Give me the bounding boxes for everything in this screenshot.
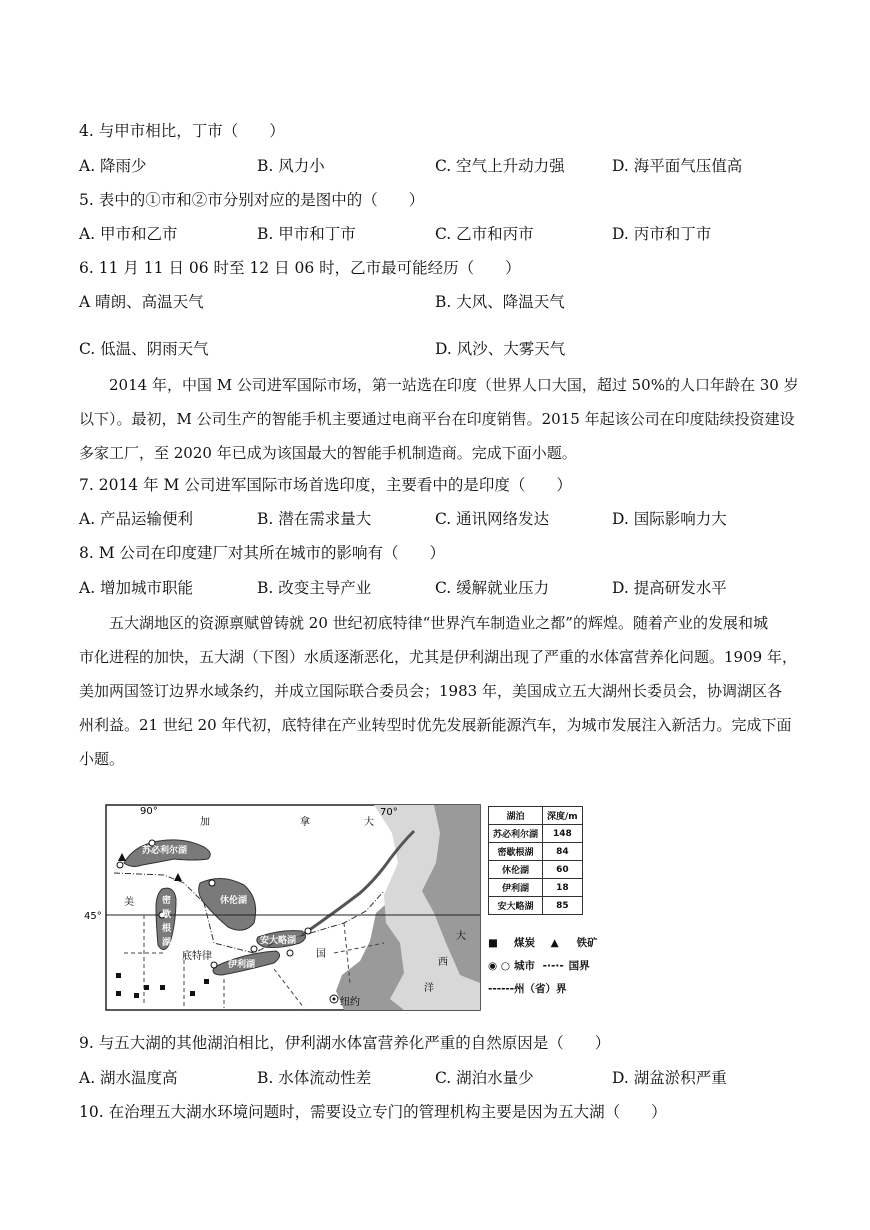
q6-option-a: A 晴朗、高温天气: [79, 293, 204, 311]
great-lakes-map: [84, 803, 484, 1013]
depth-table-lake: 伊利湖: [489, 879, 543, 897]
q9-stem: 9. 与五大湖的其他湖泊相比，伊利湖水体富营养化严重的自然原因是（ ）: [79, 1034, 611, 1052]
passage-great-lakes: [79, 606, 799, 776]
q6-option-c: C. 低温、阴雨天气: [79, 340, 209, 358]
legend-row-city-border: [488, 958, 598, 981]
passage-lakes-line-1: 五大湖地区的资源禀赋曾铸就 20 世纪初底特律“世界汽车制造业之都”的辉煌。随着产业的发展和城: [109, 614, 768, 632]
coal-mark-5: [190, 991, 195, 996]
coal-mark-6: [204, 979, 209, 984]
map-label-detroit: 底特律: [182, 951, 212, 962]
map-label-newyork: 纽约: [340, 997, 360, 1008]
q5-option-a: A. 甲市和乙市: [79, 225, 178, 243]
passage-india: [79, 368, 799, 470]
depth-table-value: 148: [543, 825, 583, 843]
coal-icon: ■: [488, 937, 498, 949]
lake-depth-table: [488, 806, 583, 915]
passage-india-line-2: 以下）。最初，M 公司生产的智能手机主要通过电商平台在印度销售。2015 年起该公司在印度陆续投资建设: [79, 410, 795, 428]
map-label-michigan-2: 歇: [162, 910, 172, 920]
depth-table-value: 84: [543, 843, 583, 861]
depth-table-lake: 安大略湖: [489, 897, 543, 915]
q8-option-d: D. 提高研发水平: [612, 579, 727, 597]
passage-lakes-line-2: 市化进程的加快，五大湖（下图）水质逐渐恶化，尤其是伊利湖出现了严重的水体富营养化问题。1909 年，: [79, 648, 797, 666]
depth-table-header: [489, 807, 583, 825]
q7-option-b: B. 潜在需求量大: [257, 510, 372, 528]
map-lon-90: 90°: [140, 806, 158, 817]
q8-option-a: A. 增加城市职能: [79, 579, 194, 597]
city-mark-8: [305, 928, 311, 934]
map-legend: [488, 935, 598, 1004]
map-label-na: 拿: [300, 817, 310, 828]
map-label-da: 大: [364, 817, 374, 828]
table-row: [489, 897, 583, 915]
coal-mark-3: [144, 985, 149, 990]
legend-state-label: 州（省）界: [514, 983, 567, 995]
depth-table-value: 18: [543, 879, 583, 897]
city-mark-4: [209, 880, 215, 886]
legend-row-resources: [488, 935, 598, 958]
map-label-mei: 美: [124, 897, 134, 908]
depth-table-value: 85: [543, 897, 583, 915]
q5-option-b: B. 甲市和丁市: [257, 225, 356, 243]
depth-table-lake: 休伦湖: [489, 861, 543, 879]
map-lat-45: 45°: [84, 911, 102, 922]
city-icon: ◉ ○: [488, 960, 510, 972]
q5-stem: 5. 表中的①市和②市分别对应的是图中的（ ）: [79, 191, 425, 209]
table-row: [489, 843, 583, 861]
depth-table-header-depth: 深度/m: [543, 807, 583, 825]
map-label-superior: 苏必利尔湖: [142, 846, 188, 856]
table-row: [489, 825, 583, 843]
coal-mark-7: [134, 993, 139, 998]
city-mark-7: [287, 950, 293, 956]
q9-option-d: D. 湖盆淤积严重: [612, 1069, 727, 1087]
map-label-michigan-1: 密: [162, 896, 172, 906]
map-label-michigan-4: 湖: [162, 938, 172, 948]
city-mark-6: [251, 946, 257, 952]
coal-mark-4: [160, 985, 165, 990]
city-mark-1: [117, 862, 123, 868]
state-border-icon: ------: [488, 983, 515, 995]
depth-table-value: 60: [543, 861, 583, 879]
q6-stem: 6. 11 月 11 日 06 时至 12 日 06 时，乙市最可能经历（ ）: [79, 259, 521, 277]
map-label-atlantic-1: 大: [456, 931, 466, 942]
q8-option-b: B. 改变主导产业: [257, 579, 372, 597]
great-lakes-figure: [84, 803, 609, 1013]
map-label-erie: 伊利湖: [228, 960, 256, 970]
q7-stem: 7. 2014 年 M 公司进军国际市场首选印度，主要看中的是印度（ ）: [79, 476, 572, 494]
q5-option-d: D. 丙市和丁市: [612, 225, 712, 243]
map-label-michigan-3: 根: [162, 924, 172, 934]
depth-table-lake: 密歇根湖: [489, 843, 543, 861]
q5-option-c: C. 乙市和丙市: [435, 225, 534, 243]
map-label-ontario: 安大略湖: [260, 936, 297, 946]
q6-option-d: D. 风沙、大雾天气: [435, 340, 566, 358]
coal-mark-1: [116, 973, 121, 978]
q10-stem: 10. 在治理五大湖水环境问题时，需要设立专门的管理机构主要是因为五大湖（ ）: [79, 1103, 667, 1121]
q6-option-b: B. 大风、降温天气: [435, 293, 565, 311]
q8-option-c: C. 缓解就业压力: [435, 579, 550, 597]
city-mark-5: [211, 962, 217, 968]
passage-lakes-line-5: 小题。: [79, 750, 125, 768]
q9-option-a: A. 湖水温度高: [79, 1069, 178, 1087]
q7-option-a: A. 产品运输便利: [79, 510, 194, 528]
q9-option-c: C. 湖泊水量少: [435, 1069, 534, 1087]
q4-option-a: A. 降雨少: [79, 157, 147, 175]
passage-india-line-3: 多家工厂，至 2020 年已成为该国最大的智能手机制造商。完成下面小题。: [79, 444, 577, 462]
passage-lakes-line-4: 州利益。21 世纪 20 年代初，底特律在产业转型时优先发展新能源汽车，为城市发展注入新活力。完成下面: [79, 716, 792, 734]
map-label-atlantic-2: 西: [438, 957, 448, 968]
legend-iron-label: 铁矿: [576, 937, 598, 949]
q4-stem: 4. 与甲市相比，丁市（ ）: [79, 122, 285, 140]
q4-option-c: C. 空气上升动力强: [435, 157, 565, 175]
border-icon: -·-·-: [542, 960, 564, 972]
iron-icon: ▲: [550, 937, 559, 949]
legend-coal-label: 煤炭: [514, 937, 535, 949]
q7-option-c: C. 通讯网络发达: [435, 510, 550, 528]
depth-table-header-lake: 湖泊: [489, 807, 543, 825]
map-label-guo: 国: [316, 949, 326, 960]
q4-option-d: D. 海平面气压值高: [612, 157, 743, 175]
city-newyork-dot: [333, 998, 336, 1001]
table-row: [489, 861, 583, 879]
passage-lakes-line-3: 美加两国签订边界水域条约，并成立国际联合委员会；1983 年，美国成立五大湖州长委员会，协调湖区各: [79, 682, 782, 700]
legend-row-state: [488, 981, 598, 1004]
q9-option-b: B. 水体流动性差: [257, 1069, 372, 1087]
coal-mark-2: [116, 991, 121, 996]
map-lon-70: 70°: [380, 807, 398, 818]
legend-border-label: 国界: [568, 960, 590, 972]
q7-option-d: D. 国际影响力大: [612, 510, 727, 528]
map-label-atlantic-3: 洋: [424, 983, 434, 994]
q8-stem: 8. M 公司在印度建厂对其所在城市的影响有（ ）: [79, 544, 446, 562]
map-label-jia: 加: [200, 817, 210, 828]
map-label-huron: 休伦湖: [220, 896, 248, 906]
depth-table-lake: 苏必利尔湖: [489, 825, 543, 843]
passage-india-line-1: 2014 年，中国 M 公司进军国际市场，第一站选在印度（世界人口大国，超过 50%的人口年龄在 30 岁: [109, 376, 799, 394]
legend-city-label: 城市: [514, 960, 535, 972]
q4-option-b: B. 风力小: [257, 157, 325, 175]
table-row: [489, 879, 583, 897]
